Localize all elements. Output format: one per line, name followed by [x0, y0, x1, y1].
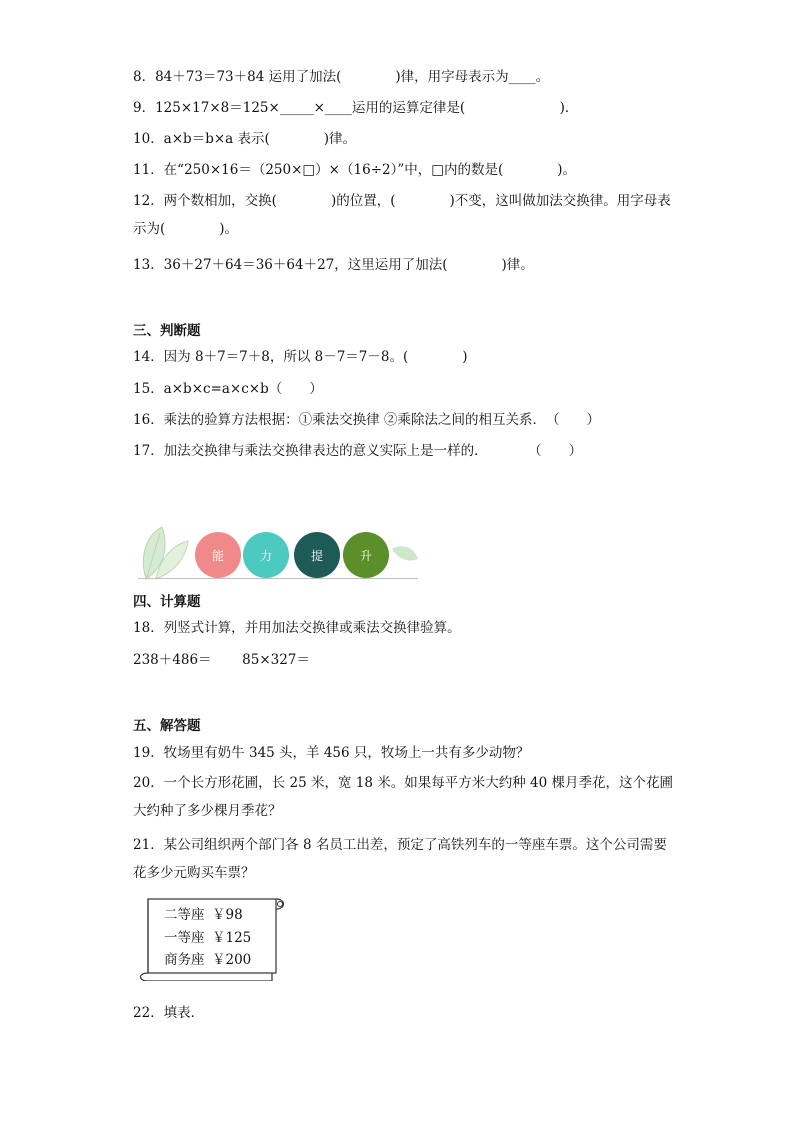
- question-17: 17．加法交换律与乘法交换律表达的意义实际上是一样的． （ ）: [133, 443, 583, 459]
- leaf-right-icon: [390, 543, 420, 567]
- question-20: 20．一个长方形花圃，长 25 米，宽 18 米。如果每平方米大约种 40 棵月季花，这个花圃大约种了多少棵月季花？: [133, 775, 673, 819]
- question-13: 13．36＋27＋64＝36＋64＋27，这里运用了加法( )律。: [133, 257, 534, 273]
- question-8: 8．84＋73＝73＋84 运用了加法( )律，用字母表示为____。: [133, 69, 550, 85]
- question-22: 22．填表．: [133, 1005, 205, 1021]
- question-10: 10．a×b＝b×a 表示( )律。: [133, 131, 357, 147]
- banner-circle-3: 提: [294, 532, 340, 578]
- question-21: 21．某公司组织两个部门各 8 名员工出差，预定了高铁列车的一等座车票。这个公司需要花多少元购买车票？: [133, 837, 667, 881]
- question-12: 12．两个数相加，交换( )的位置，( )不变，这叫做加法交换律。用字母表示为( )。: [133, 193, 671, 237]
- price-row-first-class: 一等座 ￥125: [164, 930, 252, 946]
- ticket-price-card: [134, 895, 290, 981]
- section-heading-answer: 五、解答题: [133, 718, 201, 734]
- question-18: 18．列竖式计算，并用加法交换律或乘法交换律验算。: [133, 620, 461, 636]
- price-row-second-class: 二等座 ￥98: [164, 907, 243, 923]
- banner-circle-4: 升: [343, 532, 389, 578]
- ability-banner: [138, 523, 428, 581]
- question-18-expressions: [133, 651, 310, 669]
- expr-addition: 238＋486＝: [133, 652, 212, 668]
- question-19: 19．牧场里有奶牛 345 头，羊 456 只，牧场上一共有多少动物？: [133, 745, 530, 761]
- banner-circle-2: 力: [243, 532, 289, 578]
- question-16: 16．乘法的验算方法根据：①乘法交换律 ②乘除法之间的相互关系． （ ）: [133, 412, 600, 428]
- banner-circle-1: 能: [195, 532, 241, 578]
- question-15: 15．a×b×c=a×c×b（ ）: [133, 381, 323, 397]
- question-11: 11．在“250×16＝（250×□）×（16÷2）”中，□内的数是( )。: [133, 162, 577, 178]
- price-row-business-class: 商务座 ￥200: [164, 952, 252, 968]
- leaf-left-icon: [138, 523, 198, 581]
- section-heading-calc: 四、计算题: [133, 594, 201, 610]
- question-14: 14．因为 8＋7＝7＋8，所以 8－7＝7－8。( ): [133, 349, 468, 365]
- question-9: 9．125×17×8＝125×_____×____运用的运算定律是( )．: [133, 100, 579, 116]
- expr-multiplication: 85×327＝: [242, 652, 310, 668]
- section-heading-judge: 三、判断题: [133, 323, 201, 339]
